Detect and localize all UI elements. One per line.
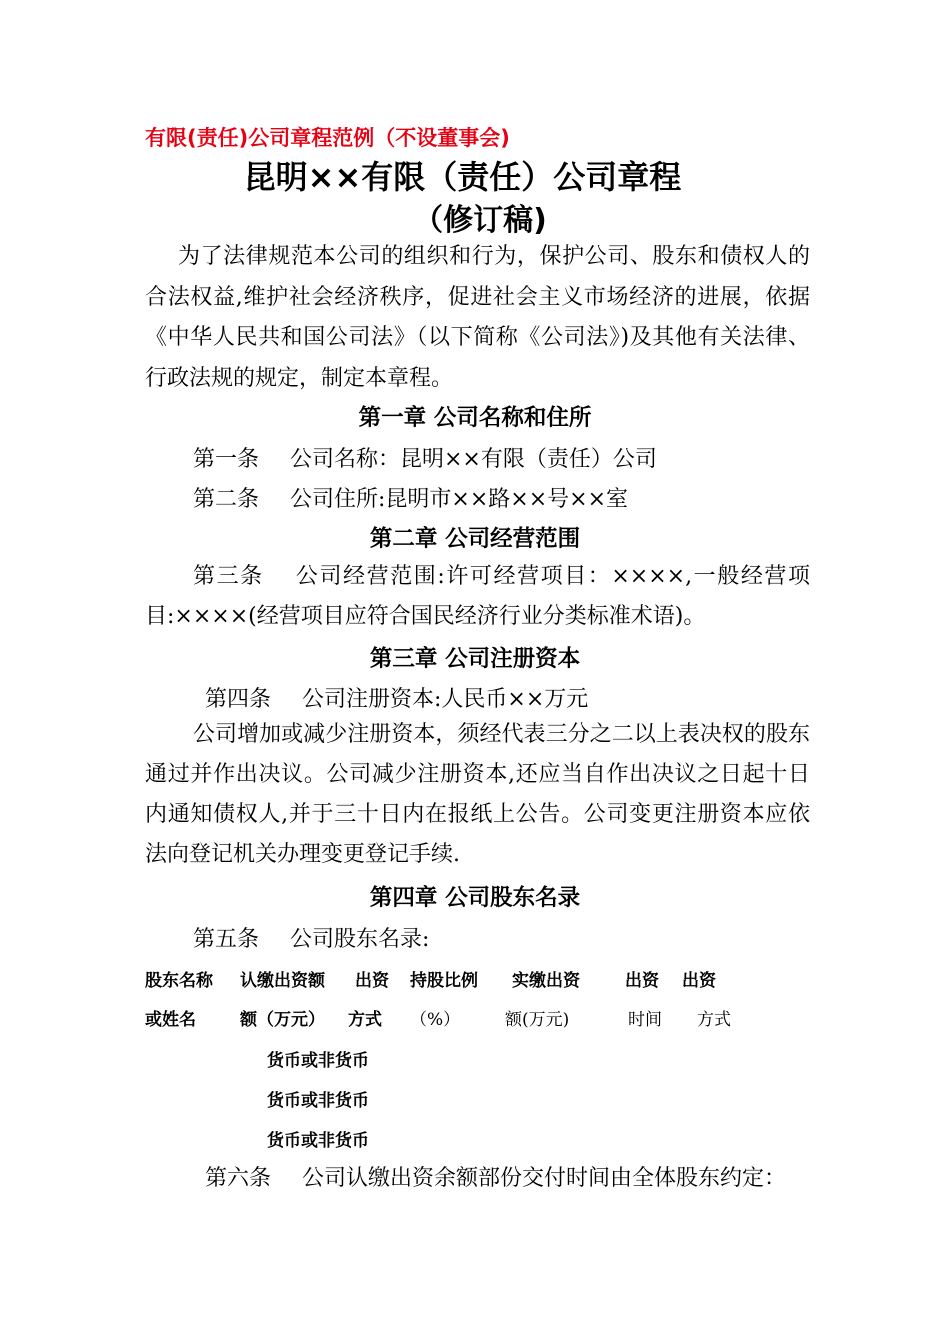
table-header-share-ratio: 持股比例	[410, 971, 478, 991]
chapter-1-heading: 第一章 公司名称和住所	[358, 405, 592, 431]
article-3-paragraph: 第三条 公司经营范围:许可经营项目：××××,一般经营项目:××××(经营项目应符合国民经济行业分类标准术语)。	[145, 564, 810, 629]
article-4-label: 第四条	[205, 687, 272, 712]
preamble-paragraph: 为了法律规范本公司的组织和行为，保护公司、股东和债权人的合法权益,维护社会经济秩序，促进社会主义市场经济的进展，依据《中华人民共和国公司法》（以下简称《公司法》)及其他有关法律、行政法规的规定，制定本章程。	[145, 244, 810, 391]
table-header-paid-in: 实缴出资	[512, 971, 580, 991]
article-1-label: 第一条	[193, 447, 260, 472]
table-header-contribution-2: 出资	[625, 971, 659, 991]
table-header-contribution-3: 出资	[682, 971, 716, 991]
chapter-2-heading: 第二章 公司经营范围	[369, 526, 581, 552]
table-header-paid-in-unit: 额(万元)	[505, 1010, 570, 1030]
article-5-label: 第五条	[193, 927, 260, 952]
document-subtitle: （修订稿)	[413, 203, 547, 238]
capital-change-paragraph: 公司增加或减少注册资本，须经代表三分之二以上表决权的股东通过并作出决议。公司减少注册资本,还应当自作出决议之日起十日内通知债权人,并于三十日内在报纸上公告。公司变更注册资本应依法向登记机关办理变更登记手续.	[145, 722, 810, 867]
table-header-shareholder-name: 股东名称	[145, 971, 213, 991]
article-5-text: 公司股东名录:	[290, 927, 430, 952]
table-header-percent: （%）	[410, 1010, 461, 1030]
document-title: 昆明××有限（责任）公司章程	[243, 158, 682, 196]
table-header-contribution: 出资	[355, 971, 389, 991]
table-row-method: 货币或非货币	[267, 1051, 369, 1071]
chapter-4-heading: 第四章 公司股东名录	[369, 885, 581, 911]
article-1-text: 公司名称：昆明××有限（责任）公司	[290, 447, 657, 472]
article-4-text: 公司注册资本:人民币××万元	[302, 687, 589, 712]
article-2-label: 第二条	[193, 487, 260, 512]
table-header-or-name: 或姓名	[145, 1010, 196, 1030]
table-header-time: 时间	[628, 1010, 662, 1030]
chapter-3-heading: 第三章 公司注册资本	[369, 646, 581, 672]
article-6-text: 公司认缴出资余额部份交付时间由全体股东约定：	[302, 1166, 787, 1191]
template-note: 有限(责任)公司章程范例（不设董事会)	[145, 126, 510, 150]
table-header-subscribed-amount: 认缴出资额	[240, 971, 325, 991]
table-row-method: 货币或非货币	[267, 1131, 369, 1151]
article-6-label: 第六条	[205, 1166, 272, 1191]
table-header-method-2: 方式	[697, 1010, 731, 1030]
table-row-method: 货币或非货币	[267, 1091, 369, 1111]
table-header-amount-unit: 额（万元）	[240, 1010, 325, 1030]
table-header-method: 方式	[348, 1010, 382, 1030]
article-2-text: 公司住所:昆明市××路××号××室	[290, 487, 629, 512]
